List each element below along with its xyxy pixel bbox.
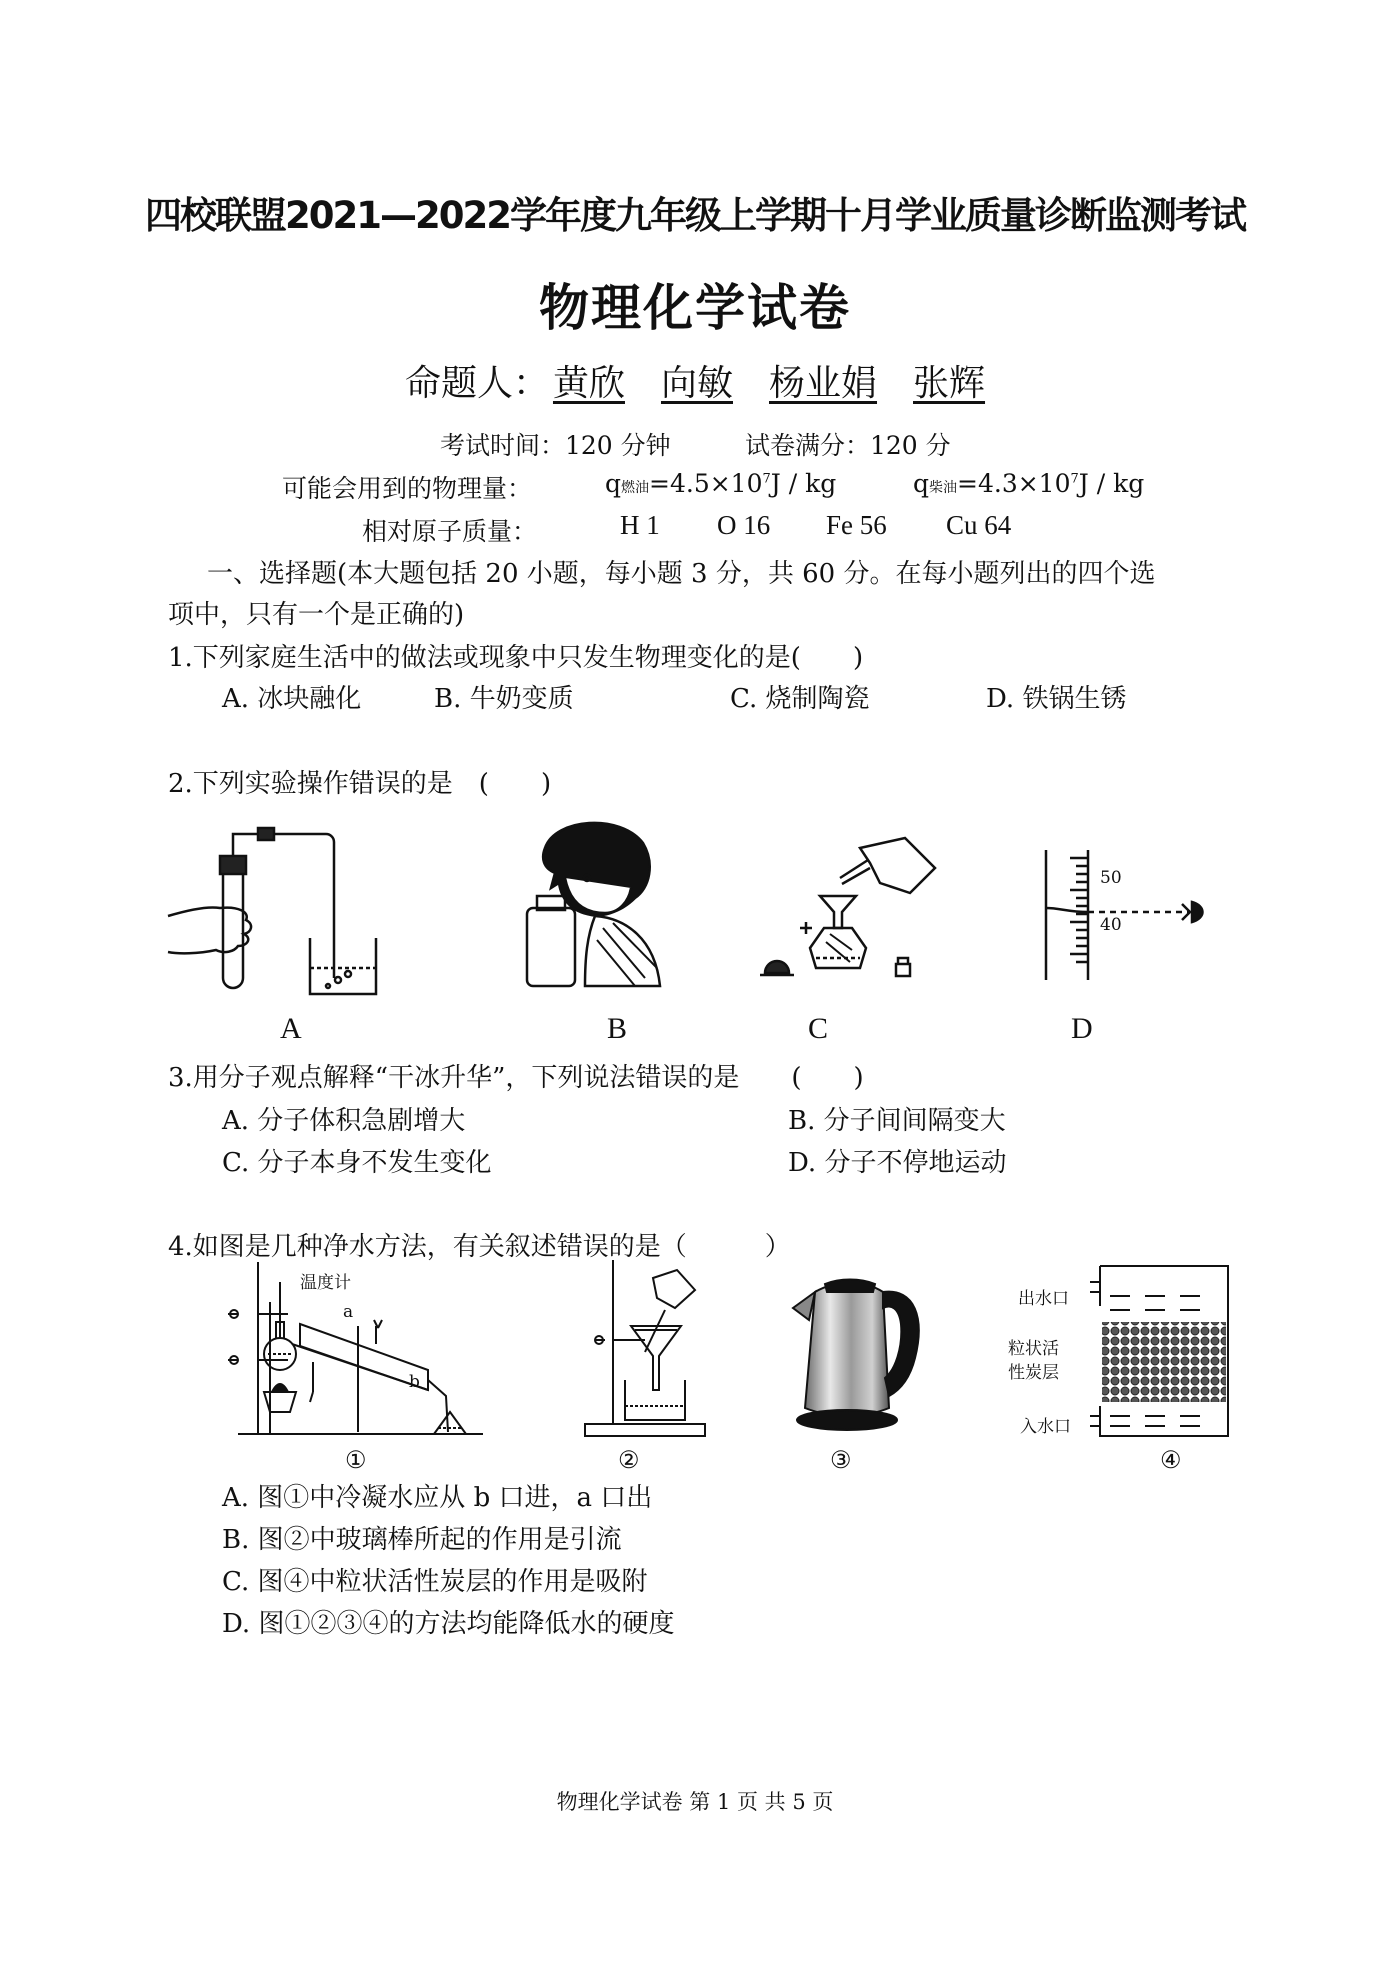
figure-2-label-d: D	[1071, 1012, 1093, 1045]
page-footer: 物理化学试卷 第 1 页 共 5 页	[556, 1790, 834, 1814]
question-4-option-b: B. 图②中玻璃棒所起的作用是引流	[222, 1525, 622, 1555]
figure-2-label-a: A	[280, 1012, 302, 1045]
section-instruction-line2: 项中，只有一个是正确的)	[168, 600, 465, 630]
figure-4-label-1: ①	[345, 1446, 367, 1474]
cylinder-mark-40: 40	[1100, 915, 1122, 935]
question-3-option-c: C. 分子本身不发生变化	[222, 1148, 492, 1178]
fuel-oil-heat-value: q燃油$=4.5\times 10^7J$ / kg	[605, 469, 837, 498]
question-3-option-b: B. 分子间间隔变大	[788, 1106, 1006, 1136]
figure-4-4-carbon-filter	[1090, 1266, 1240, 1442]
cylinder-mark-50: 50	[1100, 868, 1122, 888]
question-3-stem: 3.用分子观点解释“干冰升华”，下列说法错误的是 ( )	[168, 1063, 864, 1093]
author-name: 杨业娟	[769, 363, 878, 404]
atomic-mass-label: 相对原子质量：	[362, 517, 538, 546]
author-name: 张辉	[913, 363, 986, 404]
physics-quantities-label: 可能会用到的物理量：	[282, 474, 533, 503]
diesel-heat-value: q柴油$=4.3\times 10^7J$ / kg	[913, 469, 1145, 498]
atomic-mass-h: H 1	[620, 510, 660, 540]
inlet-label: 入水口	[1020, 1417, 1071, 1437]
authors-line	[0, 355, 1390, 406]
author-name: 黄欣	[552, 363, 625, 404]
authors-label: 命题人：	[404, 363, 549, 404]
figure-2-label-b: B	[607, 1012, 628, 1045]
figure-2b-smelling-gas	[525, 818, 665, 988]
figure-4-label-2: ②	[618, 1446, 640, 1474]
question-1-option-d: D. 铁锅生锈	[986, 684, 1127, 714]
carbon-layer-label-line1: 粒状活	[1008, 1339, 1059, 1359]
figure-4-1-distillation	[228, 1262, 488, 1442]
section-instruction-line1: 一、选择题(本大题包括 20 小题，每小题 3 分，共 60 分。在每小题列出的四个选	[207, 559, 1156, 589]
carbon-layer-label-line2: 性炭层	[1008, 1363, 1059, 1383]
question-3-option-d: D. 分子不停地运动	[788, 1148, 1007, 1178]
figure-2d-reading-cylinder	[1040, 850, 1210, 982]
question-4-option-a: A. 图①中冷凝水应从 b 口进，a 口出	[222, 1483, 653, 1513]
exam-time: 考试时间：120 分钟	[440, 431, 671, 460]
question-2-stem: 2.下列实验操作错误的是 ( )	[168, 769, 552, 799]
author-name: 向敏	[660, 363, 733, 404]
atomic-mass-cu: Cu 64	[946, 510, 1012, 540]
question-1-option-b: B. 牛奶变质	[434, 684, 574, 714]
condenser-port-b-label: b	[409, 1372, 420, 1392]
question-4-stem: 4.如图是几种净水方法，有关叙述错误的是（ ）	[168, 1232, 791, 1262]
question-1-option-a: A. 冰块融化	[222, 684, 362, 714]
question-4-option-d: D. 图①②③④的方法均能降低水的硬度	[222, 1609, 675, 1639]
atomic-mass-fe: Fe 56	[826, 510, 887, 540]
condenser-port-a-label: a	[343, 1302, 354, 1322]
question-1-option-c: C. 烧制陶瓷	[730, 684, 870, 714]
atomic-mass-o: O 16	[717, 510, 771, 540]
outlet-label: 出水口	[1018, 1289, 1069, 1309]
exam-score: 试卷满分：120 分	[745, 431, 951, 460]
figure-2c-filling-lamp	[760, 838, 940, 988]
figure-2-label-c: C	[808, 1012, 829, 1045]
thermometer-label: 温度计	[300, 1273, 351, 1293]
exam-title-line2: 物理化学试卷	[539, 279, 851, 337]
question-1-stem: 1.下列家庭生活中的做法或现象中只发生物理变化的是( )	[168, 643, 864, 673]
figure-4-2-filtration	[585, 1260, 715, 1440]
figure-4-label-3: ③	[830, 1446, 852, 1474]
question-4-option-c: C. 图④中粒状活性炭层的作用是吸附	[222, 1567, 648, 1597]
question-3-option-a: A. 分子体积急剧增大	[222, 1106, 466, 1136]
figure-4-label-4: ④	[1160, 1446, 1182, 1474]
figure-4-3-kettle	[785, 1278, 925, 1438]
exam-title-line1: 四校联盟2021—2022学年度九年级上学期十月学业质量诊断监测考试	[145, 194, 1245, 237]
figure-2a-airtightness	[168, 828, 388, 998]
